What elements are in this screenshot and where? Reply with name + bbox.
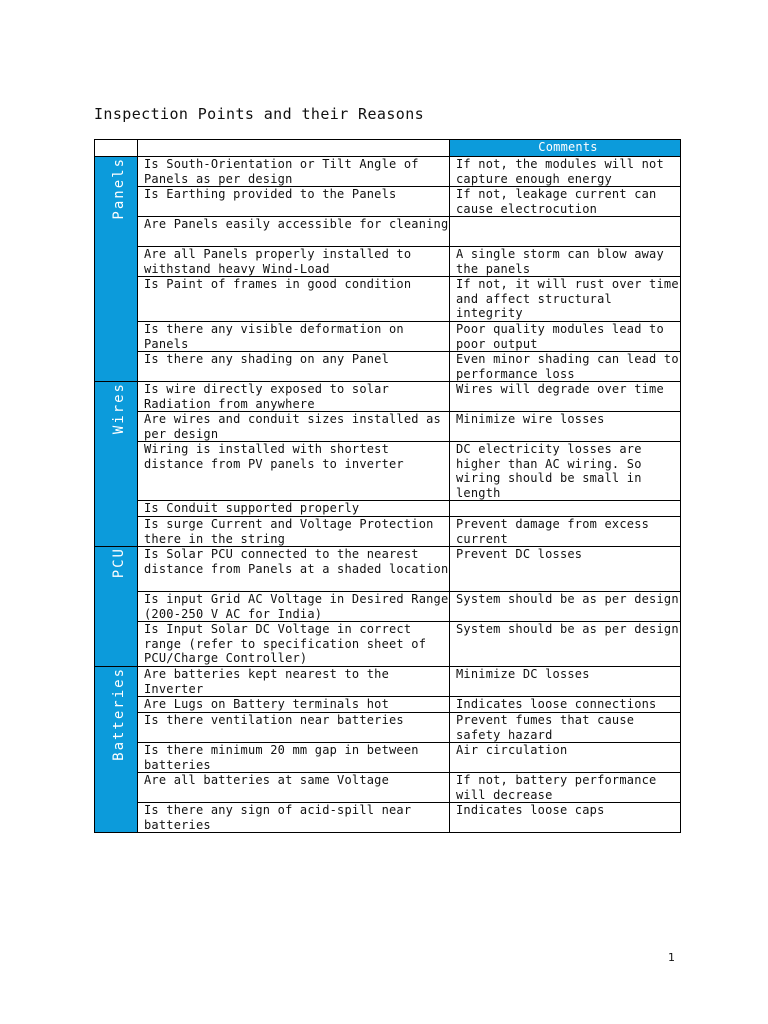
comment-cell: System should be as per design bbox=[450, 622, 681, 667]
inspection-point-cell: Are all batteries at same Voltage bbox=[138, 773, 450, 803]
inspection-table-body bbox=[95, 140, 681, 833]
inspection-point-cell: Are all Panels properly installed to withstand heavy Wind-Load bbox=[138, 247, 450, 277]
inspection-point-cell: Are Panels easily accessible for cleaning bbox=[138, 217, 450, 247]
page-number: 1 bbox=[668, 951, 675, 964]
header-point-cell bbox=[138, 140, 450, 157]
inspection-point-cell: Is Solar PCU connected to the nearest distance from Panels at a shaded location bbox=[138, 547, 450, 592]
table-row bbox=[95, 501, 681, 517]
table-row bbox=[95, 697, 681, 713]
table-row bbox=[95, 517, 681, 547]
table-row bbox=[95, 743, 681, 773]
comment-cell: Indicates loose connections bbox=[450, 697, 681, 713]
comment-cell: Poor quality modules lead to poor output bbox=[450, 322, 681, 352]
section-label-cell bbox=[95, 157, 138, 382]
table-header-row bbox=[95, 140, 681, 157]
inspection-point-cell: Are batteries kept nearest to the Inverter bbox=[138, 667, 450, 697]
table-row bbox=[95, 803, 681, 833]
document-title: Inspection Points and their Reasons bbox=[94, 105, 425, 123]
header-comments-cell: Comments bbox=[450, 140, 681, 157]
table-row bbox=[95, 592, 681, 622]
inspection-point-cell: Is input Grid AC Voltage in Desired Range (200-250 V AC for India) bbox=[138, 592, 450, 622]
comment-cell: Prevent DC losses bbox=[450, 547, 681, 592]
comment-cell bbox=[450, 217, 681, 247]
section-label-cell bbox=[95, 547, 138, 667]
inspection-point-cell: Is Input Solar DC Voltage in correct range (refer to specification sheet of PCU/Charge Controller) bbox=[138, 622, 450, 667]
comment-cell: Minimize DC losses bbox=[450, 667, 681, 697]
comment-cell: If not, battery performance will decrease bbox=[450, 773, 681, 803]
comment-cell: If not, leakage current can cause electrocution bbox=[450, 187, 681, 217]
inspection-point-cell: Is surge Current and Voltage Protection there in the string bbox=[138, 517, 450, 547]
table-row bbox=[95, 277, 681, 322]
table-row bbox=[95, 713, 681, 743]
table-row bbox=[95, 322, 681, 352]
inspection-table bbox=[94, 139, 681, 833]
section-label: Panels bbox=[110, 157, 127, 220]
comment-cell bbox=[450, 501, 681, 517]
comment-cell: A single storm can blow away the panels bbox=[450, 247, 681, 277]
table-row bbox=[95, 247, 681, 277]
inspection-point-cell: Is there any shading on any Panel bbox=[138, 352, 450, 382]
table-row bbox=[95, 622, 681, 667]
inspection-point-cell: Are wires and conduit sizes installed as per design bbox=[138, 412, 450, 442]
comment-cell: DC electricity losses are higher than AC wiring. So wiring should be small in length bbox=[450, 442, 681, 501]
section-label-cell bbox=[95, 667, 138, 833]
inspection-point-cell: Is Paint of frames in good condition bbox=[138, 277, 450, 322]
section-label: PCU bbox=[110, 547, 127, 579]
table-row bbox=[95, 667, 681, 697]
inspection-point-cell: Is there ventilation near batteries bbox=[138, 713, 450, 743]
comment-cell: Indicates loose caps bbox=[450, 803, 681, 833]
inspection-point-cell: Is Conduit supported properly bbox=[138, 501, 450, 517]
table-row bbox=[95, 217, 681, 247]
inspection-point-cell: Wiring is installed with shortest distance from PV panels to inverter bbox=[138, 442, 450, 501]
comment-cell: Prevent damage from excess current bbox=[450, 517, 681, 547]
comment-cell: Even minor shading can lead to performance loss bbox=[450, 352, 681, 382]
inspection-point-cell: Is Earthing provided to the Panels bbox=[138, 187, 450, 217]
table-row bbox=[95, 547, 681, 592]
table-row bbox=[95, 382, 681, 412]
inspection-point-cell: Is there any visible deformation on Panels bbox=[138, 322, 450, 352]
comment-cell: Prevent fumes that cause safety hazard bbox=[450, 713, 681, 743]
table-row bbox=[95, 352, 681, 382]
table-row bbox=[95, 157, 681, 187]
section-label: Wires bbox=[110, 382, 127, 435]
table-row bbox=[95, 412, 681, 442]
inspection-point-cell: Is there minimum 20 mm gap in between batteries bbox=[138, 743, 450, 773]
comment-cell: Wires will degrade over time bbox=[450, 382, 681, 412]
comment-cell: System should be as per design bbox=[450, 592, 681, 622]
section-label: Batteries bbox=[110, 667, 127, 761]
table-row bbox=[95, 773, 681, 803]
inspection-point-cell: Are Lugs on Battery terminals hot bbox=[138, 697, 450, 713]
comment-cell: Minimize wire losses bbox=[450, 412, 681, 442]
table-row bbox=[95, 187, 681, 217]
inspection-point-cell: Is there any sign of acid-spill near batteries bbox=[138, 803, 450, 833]
header-corner-cell bbox=[95, 140, 138, 157]
table-row bbox=[95, 442, 681, 501]
comment-cell: If not, the modules will not capture enough energy bbox=[450, 157, 681, 187]
inspection-point-cell: Is South-Orientation or Tilt Angle of Panels as per design bbox=[138, 157, 450, 187]
comment-cell: Air circulation bbox=[450, 743, 681, 773]
section-label-cell bbox=[95, 382, 138, 547]
inspection-point-cell: Is wire directly exposed to solar Radiation from anywhere bbox=[138, 382, 450, 412]
comment-cell: If not, it will rust over time and affect structural integrity bbox=[450, 277, 681, 322]
